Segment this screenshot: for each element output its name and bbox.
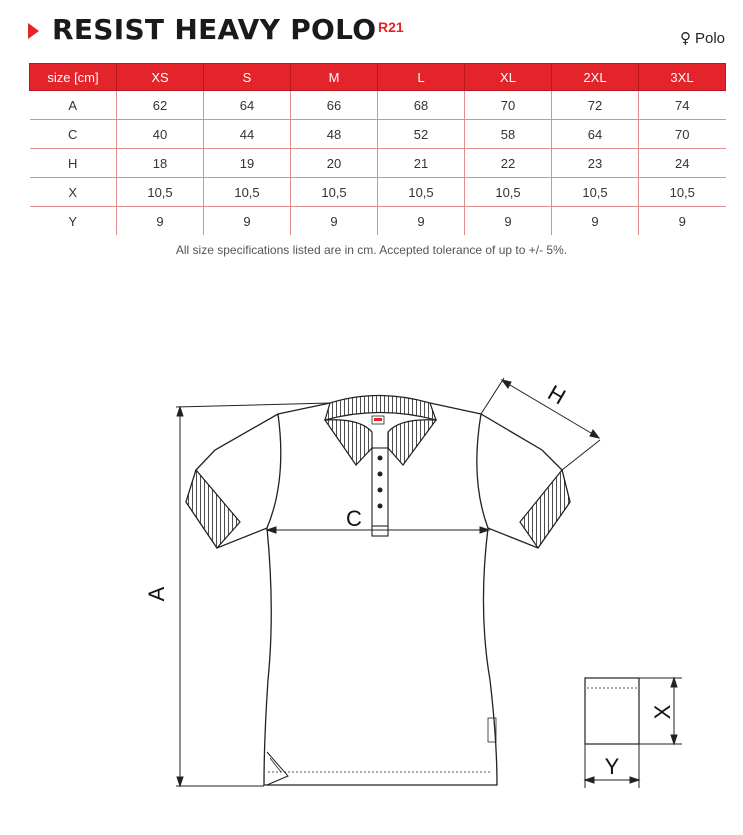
dimension-label-y: Y (604, 754, 620, 779)
header-cell: size [cm] (30, 64, 117, 91)
table-cell: 22 (465, 149, 552, 178)
table-cell: 21 (378, 149, 465, 178)
table-cell: 9 (465, 207, 552, 236)
table-row (30, 149, 726, 178)
dimension-label-h: H (543, 379, 570, 410)
table-cell: 9 (291, 207, 378, 236)
header-cell: 3XL (639, 64, 726, 91)
gender-label: Polo (694, 30, 725, 47)
header-cell: L (378, 64, 465, 91)
polo-technical-drawing (0, 300, 743, 820)
female-icon: ♀ (679, 29, 691, 47)
table-cell: 19 (204, 149, 291, 178)
table-cell: 20 (291, 149, 378, 178)
header-cell: M (291, 64, 378, 91)
size-table (29, 63, 726, 235)
polo-body (186, 403, 570, 785)
collar (325, 396, 436, 466)
row-label: C (30, 120, 117, 149)
label-detail (585, 678, 639, 744)
row-label: Y (68, 213, 78, 229)
table-cell: 72 (552, 91, 639, 120)
product-title: RESIST HEAVY POLO (52, 13, 377, 46)
dimension-label-a: A (144, 586, 169, 602)
table-cell: 23 (552, 149, 639, 178)
table-cell: 10,5 (117, 178, 204, 207)
table-cell: 44 (204, 120, 291, 149)
table-cell: 48 (291, 120, 378, 149)
table-cell: 62 (117, 91, 204, 120)
table-row (30, 207, 726, 236)
table-cell: 9 (552, 207, 639, 236)
table-row (30, 178, 726, 207)
table-cell: 64 (552, 120, 639, 149)
dimension-c (267, 527, 489, 533)
size-table-header (30, 64, 726, 91)
gender-tag (680, 29, 725, 47)
header-cell: S (204, 64, 291, 91)
table-cell: 18 (117, 149, 204, 178)
table-cell: 9 (117, 207, 204, 236)
product-code: R21 (378, 19, 404, 35)
dimension-label-c: C (346, 506, 362, 531)
header-cell: XS (117, 64, 204, 91)
table-cell: 68 (378, 91, 465, 120)
table-cell: 9 (204, 207, 291, 236)
table-row (30, 120, 726, 149)
table-cell: 70 (639, 120, 726, 149)
table-cell: 10,5 (204, 178, 291, 207)
table-cell: 10,5 (378, 178, 465, 207)
table-cell: 58 (465, 120, 552, 149)
table-cell: 9 (639, 207, 726, 236)
table-cell: 74 (639, 91, 726, 120)
table-cell: 24 (639, 149, 726, 178)
tolerance-note: All size specifications listed are in cm. Accepted tolerance of up to +/- 5%. (175, 243, 568, 257)
page-header (0, 0, 743, 60)
placket (372, 448, 388, 536)
table-cell: 10,5 (552, 178, 639, 207)
table-cell: 10,5 (639, 178, 726, 207)
table-cell: 40 (117, 120, 204, 149)
header-cell: 2XL (552, 64, 639, 91)
dimension-a (176, 403, 330, 786)
header-cell: XL (465, 64, 552, 91)
table-cell: 70 (465, 91, 552, 120)
table-cell: 10,5 (465, 178, 552, 207)
dimension-label-x: X (650, 704, 675, 720)
row-label: A (30, 91, 117, 120)
table-cell: 10,5 (291, 178, 378, 207)
table-cell: 66 (291, 91, 378, 120)
row-label: H (30, 149, 117, 178)
table-cell: 64 (204, 91, 291, 120)
table-cell: 52 (378, 120, 465, 149)
table-row (30, 91, 726, 120)
row-label: X (30, 178, 117, 207)
title-arrow-icon (28, 23, 39, 39)
table-cell: 9 (378, 207, 465, 236)
